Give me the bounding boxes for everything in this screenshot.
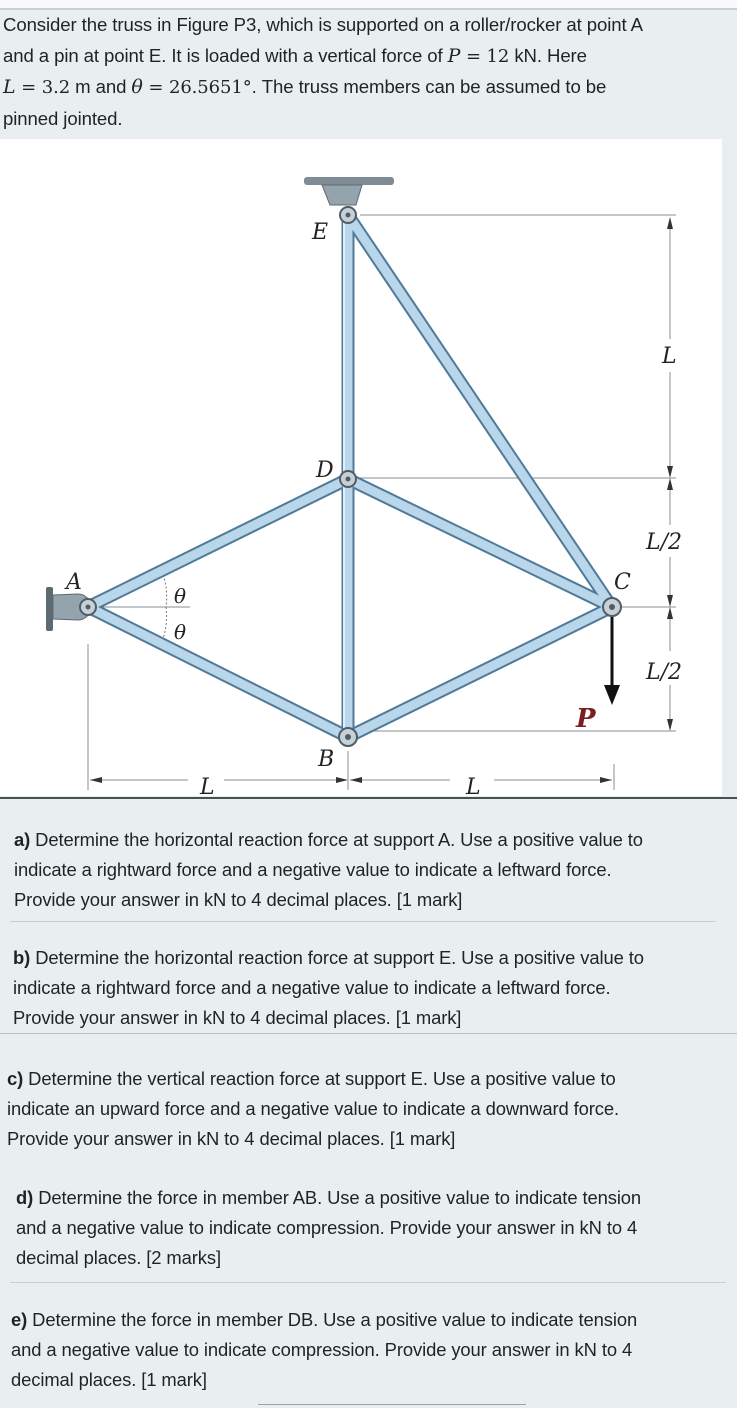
tick-B-right [350, 777, 362, 783]
question-d-line-3: decimal places. [2 marks] [16, 1247, 221, 1268]
question-e [11, 1305, 711, 1395]
question-d-line-1 [16, 1183, 716, 1213]
question-e-text-1: Determine the force in member DB. Use a positive value to indicate tension [32, 1309, 638, 1330]
question-b-tag: b) [13, 947, 31, 968]
question-c-text-1: Determine the vertical reaction force at support E. Use a positive value to [28, 1068, 616, 1089]
pin-C [609, 604, 615, 610]
bottom-rule [258, 1404, 526, 1405]
tick-B-up [667, 719, 673, 731]
wall-plate [46, 587, 53, 631]
label-dim-L2-upper: L/2 [646, 530, 683, 555]
tick-A-left [90, 777, 102, 783]
question-e-line-1 [11, 1305, 711, 1335]
question-c-tag: c) [7, 1068, 24, 1089]
figure-labels [64, 220, 682, 796]
question-a-line-1 [14, 825, 714, 855]
question-b-line-2: indicate a rightward force and a negative value to indicate a leftward force. [13, 977, 611, 998]
question-c [7, 1064, 707, 1154]
pin-D [346, 477, 351, 482]
question-a-line-2: indicate a rightward force and a negative value to indicate a leftward force. [14, 859, 612, 880]
label-D: D [316, 458, 334, 483]
question-b-line-1 [13, 943, 713, 973]
separator-de [10, 1282, 726, 1283]
ceiling-plate [304, 177, 394, 185]
force-symbol: P [447, 44, 461, 67]
pin-E [346, 213, 351, 218]
question-d [16, 1183, 716, 1273]
tick-C-down [667, 607, 673, 619]
question-a-tag: a) [14, 829, 31, 850]
separator-bc [0, 1033, 737, 1034]
question-e-line-3: decimal places. [1 mark] [11, 1369, 207, 1390]
figure-divider [0, 797, 737, 799]
tick-B-left [336, 777, 348, 783]
question-b-text-1: Determine the horizontal reaction force at support E. Use a positive value to [35, 947, 644, 968]
member-AB-fill [88, 607, 348, 737]
question-d-line-2: and a negative value to indicate compression. Provide your answer in kN to 4 [16, 1217, 638, 1238]
tick-D-down [667, 478, 673, 490]
question-c-line-3: Provide your answer in kN to 4 decimal places. [1 mark] [7, 1128, 456, 1149]
label-theta-top: θ [174, 584, 187, 608]
pin-B [345, 734, 351, 740]
label-theta-bottom: θ [174, 620, 187, 644]
truss-diagram [0, 139, 722, 796]
load-arrow-head [604, 685, 620, 705]
label-dim-L-bottom-right: L [466, 775, 481, 796]
pin-bracket-E [322, 185, 362, 205]
label-C: C [614, 570, 631, 595]
question-a-line-3: Provide your answer in kN to 4 decimal places. [1 mark] [14, 889, 463, 910]
label-E: E [312, 220, 329, 245]
pin-A [86, 605, 91, 610]
angle-symbol: θ [131, 76, 143, 98]
question-a-text-1: Determine the horizontal reaction force at support A. Use a positive value to [35, 829, 643, 850]
label-dim-L-bottom-left: L [200, 775, 215, 796]
length-symbol: L [3, 76, 16, 98]
intro-line-2 [3, 41, 728, 73]
force-value: = 12 [460, 45, 510, 67]
member-BC-fill [348, 607, 612, 737]
separator-ab [10, 921, 716, 922]
question-d-text-1: Determine the force in member AB. Use a positive value to indicate tension [38, 1187, 642, 1208]
angle-value: = 26.5651° [142, 77, 252, 98]
problem-statement [3, 10, 728, 134]
question-a [14, 825, 714, 915]
label-P: P [576, 704, 596, 734]
support-E [304, 177, 394, 205]
question-c-line-2: indicate an upward force and a negative value to indicate a downward force. [7, 1098, 620, 1119]
question-e-tag: e) [11, 1309, 28, 1330]
question-c-line-1 [7, 1064, 707, 1094]
tick-C-up [667, 595, 673, 607]
label-dim-L2-lower: L/2 [646, 660, 683, 685]
length-unit: m and [70, 76, 132, 97]
angle-arc-bottom [162, 607, 167, 642]
length-value: = 3.2 [15, 77, 71, 98]
force-unit: kN. Here [509, 44, 587, 66]
label-dim-L-right: L [662, 344, 677, 369]
member-AD-fill [88, 479, 348, 607]
intro-text-tail: . The truss members can be assumed to be [251, 76, 607, 97]
top-bar [0, 0, 737, 10]
tick-E-top [667, 217, 673, 229]
question-b [13, 943, 713, 1033]
label-B: B [318, 747, 335, 772]
intro-line-3 [3, 72, 728, 104]
tick-C-right [600, 777, 612, 783]
question-d-tag: d) [16, 1187, 34, 1208]
question-b-line-3: Provide your answer in kN to 4 decimal places. [1 mark] [13, 1007, 462, 1028]
intro-line-1: Consider the truss in Figure P3, which is supported on a roller/rocker at point A [3, 14, 643, 35]
question-e-line-2: and a negative value to indicate compression. Provide your answer in kN to 4 [11, 1339, 633, 1360]
truss-figure [0, 139, 722, 796]
intro-line-4: pinned jointed. [3, 107, 123, 129]
label-A: A [66, 570, 82, 595]
tick-D-up [667, 466, 673, 478]
intro-text: and a pin at point E. It is loaded with a vertical force of [3, 44, 448, 66]
